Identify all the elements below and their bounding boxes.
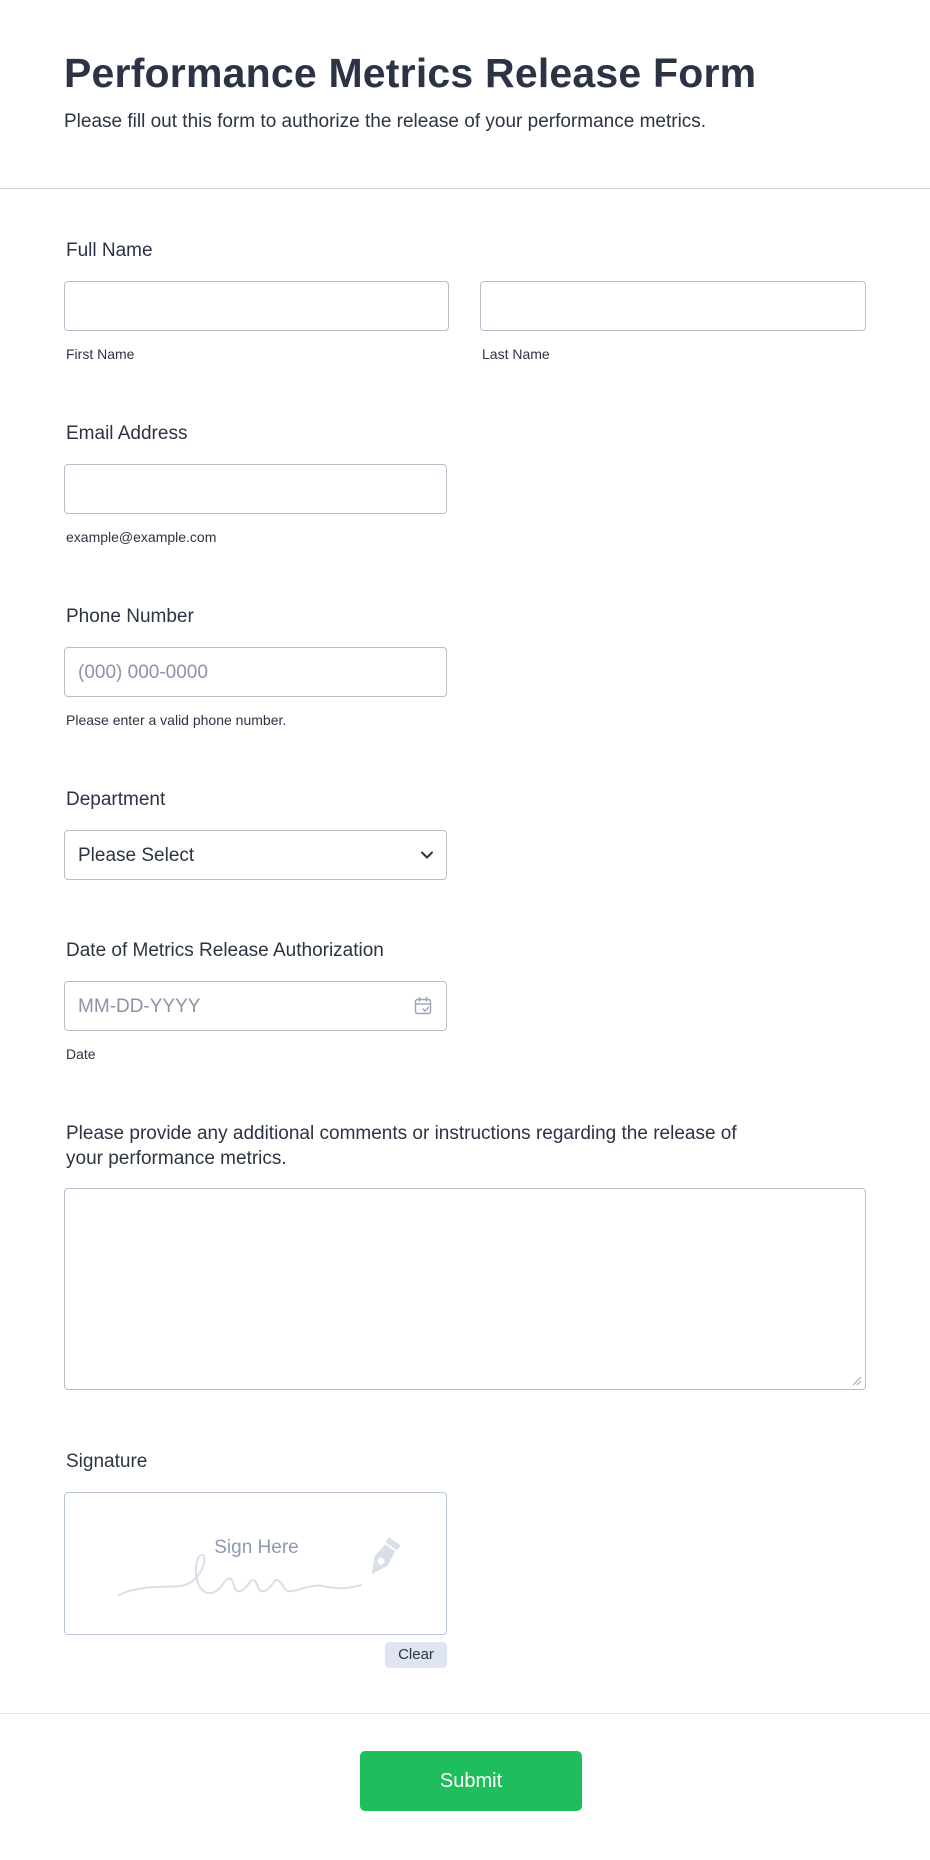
date-input[interactable] [64, 981, 447, 1031]
resize-handle-icon[interactable] [852, 1376, 862, 1386]
date-placeholder: MM-DD-YYYY [78, 996, 201, 1017]
date-label: Date of Metrics Release Authorization [66, 940, 384, 961]
email-input[interactable] [64, 464, 447, 514]
footer-divider [0, 1713, 930, 1714]
comments-label-line1: Please provide any additional comments or instructions regarding the release of [66, 1123, 737, 1144]
phone-placeholder: (000) 000-0000 [78, 662, 208, 683]
chevron-down-icon [420, 848, 434, 862]
phone-sublabel: Please enter a valid phone number. [66, 712, 287, 728]
calendar-icon[interactable] [414, 996, 432, 1016]
comments-textarea[interactable] [64, 1188, 866, 1390]
last-name-input[interactable] [480, 281, 866, 331]
full-name-label: Full Name [66, 240, 153, 261]
first-name-sublabel: First Name [66, 346, 135, 362]
phone-input[interactable] [64, 647, 447, 697]
department-select[interactable] [64, 830, 447, 880]
phone-label: Phone Number [66, 606, 194, 627]
page-title: Performance Metrics Release Form [64, 50, 757, 96]
department-label: Department [66, 789, 166, 810]
first-name-input[interactable] [64, 281, 449, 331]
page-subtitle: Please fill out this form to authorize the release of your performance metrics. [64, 111, 707, 132]
email-sublabel: example@example.com [66, 529, 217, 545]
form-header [0, 0, 930, 189]
signature-pad[interactable] [64, 1492, 447, 1635]
submit-button[interactable]: Submit [360, 1751, 582, 1811]
signature-label: Signature [66, 1451, 148, 1472]
email-label: Email Address [66, 423, 188, 444]
clear-signature-button[interactable]: Clear [385, 1642, 447, 1668]
date-sublabel: Date [66, 1046, 96, 1062]
department-selected-value: Please Select [78, 845, 195, 866]
comments-label-line2: your performance metrics. [66, 1148, 287, 1169]
last-name-sublabel: Last Name [482, 346, 550, 362]
signature-prompt: Sign Here [214, 1537, 299, 1558]
